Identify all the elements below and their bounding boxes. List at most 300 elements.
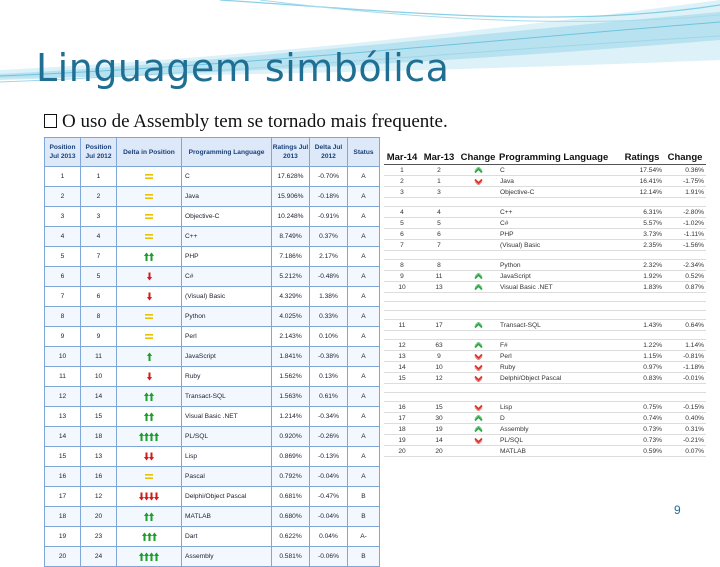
status-value: A bbox=[348, 367, 380, 387]
language-name: JavaScript bbox=[498, 271, 620, 282]
position-2012: 8 bbox=[81, 307, 117, 327]
spacer-cell bbox=[664, 198, 706, 207]
rating-change: -1.02% bbox=[664, 218, 706, 229]
delta-position-cell bbox=[117, 167, 182, 187]
chevron-down-icon bbox=[460, 437, 496, 444]
change-direction-cell bbox=[458, 165, 498, 176]
rating-value: 0.681% bbox=[272, 487, 310, 507]
rating-value: 17.54% bbox=[620, 165, 664, 176]
rank-mar-2013: 3 bbox=[420, 187, 458, 198]
language-name: D bbox=[498, 413, 620, 424]
table-row bbox=[384, 320, 706, 331]
position-2012: 5 bbox=[81, 267, 117, 287]
table-row bbox=[384, 435, 706, 446]
language-name: Lisp bbox=[182, 447, 272, 467]
rating-change: -1.11% bbox=[664, 229, 706, 240]
column-header: Ratings bbox=[620, 151, 664, 165]
down-arrow-icon bbox=[117, 372, 181, 381]
rating-change: 0.31% bbox=[664, 424, 706, 435]
spacer-cell bbox=[498, 198, 620, 207]
rating-value: 2.35% bbox=[620, 240, 664, 251]
rating-value: 7.186% bbox=[272, 247, 310, 267]
chevron-up-icon bbox=[460, 415, 496, 422]
spacer-row bbox=[384, 198, 706, 207]
status-value: B bbox=[348, 547, 380, 567]
spacer-cell bbox=[620, 311, 664, 320]
delta-position-cell bbox=[117, 507, 182, 527]
spacer-cell bbox=[458, 384, 498, 393]
up-arrow-icon bbox=[117, 432, 181, 441]
table-row bbox=[45, 387, 380, 407]
status-value: A bbox=[348, 167, 380, 187]
chevron-down-icon bbox=[460, 404, 496, 411]
position-2012: 18 bbox=[81, 427, 117, 447]
spacer-cell bbox=[384, 311, 420, 320]
down-arrow-icon bbox=[117, 292, 181, 301]
spacer-cell bbox=[384, 331, 420, 340]
change-direction-cell bbox=[458, 373, 498, 384]
rating-value: 0.622% bbox=[272, 527, 310, 547]
language-name: C# bbox=[498, 218, 620, 229]
table-row bbox=[384, 282, 706, 293]
language-name: C++ bbox=[182, 227, 272, 247]
spacer-cell bbox=[420, 198, 458, 207]
table-body bbox=[45, 167, 380, 567]
column-header: Status bbox=[348, 138, 380, 167]
chevron-down-icon bbox=[460, 375, 496, 382]
change-direction-cell bbox=[458, 424, 498, 435]
spacer-cell bbox=[458, 331, 498, 340]
status-value: A bbox=[348, 227, 380, 247]
status-value: A- bbox=[348, 527, 380, 547]
table-row bbox=[384, 446, 706, 457]
table-row bbox=[45, 347, 380, 367]
equals-icon bbox=[117, 172, 181, 181]
rank-mar-2013: 9 bbox=[420, 351, 458, 362]
table-row bbox=[45, 407, 380, 427]
rank-mar-2014: 14 bbox=[384, 362, 420, 373]
rank-mar-2013: 17 bbox=[420, 320, 458, 331]
table-row bbox=[384, 424, 706, 435]
rating-value: 1.22% bbox=[620, 340, 664, 351]
rating-change: 0.04% bbox=[310, 527, 348, 547]
rank-mar-2014: 17 bbox=[384, 413, 420, 424]
table-row bbox=[384, 229, 706, 240]
rating-value: 0.75% bbox=[620, 402, 664, 413]
table-row bbox=[384, 165, 706, 176]
spacer-row bbox=[384, 293, 706, 302]
rating-change: 1.14% bbox=[664, 340, 706, 351]
delta-position-cell bbox=[117, 447, 182, 467]
rating-change: 0.33% bbox=[310, 307, 348, 327]
delta-position-cell bbox=[117, 527, 182, 547]
page-number: 9 bbox=[674, 503, 681, 517]
spacer-cell bbox=[620, 393, 664, 402]
rating-change: 1.91% bbox=[664, 187, 706, 198]
status-value: A bbox=[348, 387, 380, 407]
rating-value: 2.143% bbox=[272, 327, 310, 347]
language-name: Pascal bbox=[182, 467, 272, 487]
position-2013: 2 bbox=[45, 187, 81, 207]
slide-title: Linguagem simbólica bbox=[36, 46, 450, 90]
language-name: Transact-SQL bbox=[182, 387, 272, 407]
table-row bbox=[45, 487, 380, 507]
chevron-up-icon bbox=[460, 273, 496, 280]
rating-change: 2.17% bbox=[310, 247, 348, 267]
column-header: Mar-13 bbox=[420, 151, 458, 165]
rating-change: -0.38% bbox=[310, 347, 348, 367]
spacer-cell bbox=[620, 293, 664, 302]
bullet-square-icon bbox=[44, 114, 57, 128]
rank-mar-2014: 2 bbox=[384, 176, 420, 187]
spacer-cell bbox=[420, 311, 458, 320]
spacer-cell bbox=[498, 251, 620, 260]
rank-mar-2013: 19 bbox=[420, 424, 458, 435]
table-row bbox=[384, 351, 706, 362]
delta-position-cell bbox=[117, 227, 182, 247]
status-value: A bbox=[348, 407, 380, 427]
rating-value: 0.869% bbox=[272, 447, 310, 467]
position-2012: 24 bbox=[81, 547, 117, 567]
language-name: Perl bbox=[182, 327, 272, 347]
language-name: Objective-C bbox=[498, 187, 620, 198]
bullet-text bbox=[44, 111, 448, 133]
rank-mar-2013: 4 bbox=[420, 207, 458, 218]
equals-icon bbox=[117, 332, 181, 341]
rating-value: 6.31% bbox=[620, 207, 664, 218]
rank-mar-2014: 11 bbox=[384, 320, 420, 331]
rank-mar-2014: 18 bbox=[384, 424, 420, 435]
rank-mar-2014: 4 bbox=[384, 207, 420, 218]
rank-mar-2014: 9 bbox=[384, 271, 420, 282]
column-header: Position Jul 2012 bbox=[81, 138, 117, 167]
position-2012: 1 bbox=[81, 167, 117, 187]
column-header: Ratings Jul 2013 bbox=[272, 138, 310, 167]
position-2013: 7 bbox=[45, 287, 81, 307]
spacer-cell bbox=[620, 384, 664, 393]
rating-change: 0.87% bbox=[664, 282, 706, 293]
position-2012: 10 bbox=[81, 367, 117, 387]
rating-change: -0.26% bbox=[310, 427, 348, 447]
rank-mar-2013: 20 bbox=[420, 446, 458, 457]
language-name: Delphi/Object Pascal bbox=[498, 373, 620, 384]
rating-change: -0.91% bbox=[310, 207, 348, 227]
table-row bbox=[45, 227, 380, 247]
spacer-cell bbox=[420, 384, 458, 393]
equals-icon bbox=[117, 472, 181, 481]
table-row bbox=[45, 327, 380, 347]
language-name: Python bbox=[182, 307, 272, 327]
rating-value: 3.73% bbox=[620, 229, 664, 240]
language-name: MATLAB bbox=[182, 507, 272, 527]
position-2013: 15 bbox=[45, 447, 81, 467]
rating-change: -0.04% bbox=[310, 467, 348, 487]
language-name: F# bbox=[498, 340, 620, 351]
rating-value: 0.73% bbox=[620, 424, 664, 435]
change-direction-cell bbox=[458, 282, 498, 293]
rating-value: 0.920% bbox=[272, 427, 310, 447]
status-value: A bbox=[348, 307, 380, 327]
rating-change: -2.80% bbox=[664, 207, 706, 218]
language-name: (Visual) Basic bbox=[182, 287, 272, 307]
spacer-cell bbox=[458, 302, 498, 311]
position-2013: 14 bbox=[45, 427, 81, 447]
table-header-row bbox=[45, 138, 380, 167]
change-direction-cell bbox=[458, 340, 498, 351]
rating-change: -1.75% bbox=[664, 176, 706, 187]
position-2013: 8 bbox=[45, 307, 81, 327]
status-value: B bbox=[348, 487, 380, 507]
rating-value: 12.14% bbox=[620, 187, 664, 198]
rank-mar-2013: 14 bbox=[420, 435, 458, 446]
spacer-cell bbox=[664, 293, 706, 302]
rating-change: 0.07% bbox=[664, 446, 706, 457]
position-2013: 4 bbox=[45, 227, 81, 247]
change-direction-cell bbox=[458, 446, 498, 457]
language-name: Assembly bbox=[498, 424, 620, 435]
delta-position-cell bbox=[117, 347, 182, 367]
language-name: JavaScript bbox=[182, 347, 272, 367]
column-header: Delta Jul 2012 bbox=[310, 138, 348, 167]
rating-value: 0.581% bbox=[272, 547, 310, 567]
rank-mar-2013: 1 bbox=[420, 176, 458, 187]
rank-mar-2014: 6 bbox=[384, 229, 420, 240]
language-name: Transact-SQL bbox=[498, 320, 620, 331]
rating-value: 1.15% bbox=[620, 351, 664, 362]
up-arrow-icon bbox=[117, 352, 181, 361]
rating-change: -0.01% bbox=[664, 373, 706, 384]
position-2013: 16 bbox=[45, 467, 81, 487]
rank-mar-2013: 7 bbox=[420, 240, 458, 251]
rank-mar-2014: 3 bbox=[384, 187, 420, 198]
chevron-up-icon bbox=[460, 426, 496, 433]
rank-mar-2014: 20 bbox=[384, 446, 420, 457]
status-value: A bbox=[348, 187, 380, 207]
spacer-row bbox=[384, 311, 706, 320]
table-body bbox=[384, 165, 706, 457]
status-value: B bbox=[348, 507, 380, 527]
language-name: C bbox=[182, 167, 272, 187]
delta-position-cell bbox=[117, 487, 182, 507]
column-header: Change bbox=[664, 151, 706, 165]
column-header: Change bbox=[458, 151, 498, 165]
rating-value: 0.74% bbox=[620, 413, 664, 424]
chevron-down-icon bbox=[460, 178, 496, 185]
position-2013: 11 bbox=[45, 367, 81, 387]
rank-mar-2014: 16 bbox=[384, 402, 420, 413]
rating-change: -0.47% bbox=[310, 487, 348, 507]
position-2012: 11 bbox=[81, 347, 117, 367]
spacer-cell bbox=[458, 393, 498, 402]
status-value: A bbox=[348, 347, 380, 367]
rating-value: 1.563% bbox=[272, 387, 310, 407]
spacer-cell bbox=[498, 293, 620, 302]
table-row bbox=[384, 260, 706, 271]
table-row bbox=[384, 373, 706, 384]
spacer-row bbox=[384, 393, 706, 402]
chevron-down-icon bbox=[460, 364, 496, 371]
table-row bbox=[45, 527, 380, 547]
delta-position-cell bbox=[117, 247, 182, 267]
change-direction-cell bbox=[458, 271, 498, 282]
spacer-cell bbox=[420, 293, 458, 302]
position-2013: 6 bbox=[45, 267, 81, 287]
column-header: Programming Language bbox=[498, 151, 620, 165]
spacer-cell bbox=[664, 251, 706, 260]
spacer-cell bbox=[620, 331, 664, 340]
rating-change: 0.61% bbox=[310, 387, 348, 407]
rating-value: 1.214% bbox=[272, 407, 310, 427]
spacer-cell bbox=[420, 393, 458, 402]
rating-change: 0.13% bbox=[310, 367, 348, 387]
table-row bbox=[45, 447, 380, 467]
spacer-cell bbox=[384, 293, 420, 302]
delta-position-cell bbox=[117, 367, 182, 387]
chevron-up-icon bbox=[460, 284, 496, 291]
position-2012: 20 bbox=[81, 507, 117, 527]
rating-value: 4.329% bbox=[272, 287, 310, 307]
language-name: PL/SQL bbox=[498, 435, 620, 446]
up-arrow-icon bbox=[117, 512, 181, 521]
column-header: Programming Language bbox=[182, 138, 272, 167]
delta-position-cell bbox=[117, 407, 182, 427]
table-row bbox=[45, 307, 380, 327]
down-arrow-icon bbox=[117, 452, 181, 461]
rating-value: 0.97% bbox=[620, 362, 664, 373]
rank-mar-2013: 15 bbox=[420, 402, 458, 413]
language-name: Ruby bbox=[182, 367, 272, 387]
equals-icon bbox=[117, 192, 181, 201]
position-2012: 13 bbox=[81, 447, 117, 467]
table-row bbox=[384, 413, 706, 424]
rank-mar-2013: 12 bbox=[420, 373, 458, 384]
table-row bbox=[45, 547, 380, 567]
change-direction-cell bbox=[458, 207, 498, 218]
spacer-cell bbox=[620, 198, 664, 207]
table-row bbox=[45, 467, 380, 487]
delta-position-cell bbox=[117, 547, 182, 567]
spacer-row bbox=[384, 251, 706, 260]
language-name: C# bbox=[182, 267, 272, 287]
rating-change: 0.36% bbox=[664, 165, 706, 176]
table-row bbox=[384, 187, 706, 198]
spacer-cell bbox=[664, 302, 706, 311]
spacer-cell bbox=[420, 302, 458, 311]
down-arrow-icon bbox=[117, 492, 181, 501]
table-row bbox=[45, 427, 380, 447]
spacer-cell bbox=[498, 302, 620, 311]
table-row bbox=[45, 367, 380, 387]
delta-position-cell bbox=[117, 187, 182, 207]
language-name: Ruby bbox=[498, 362, 620, 373]
up-arrow-icon bbox=[117, 552, 181, 561]
change-direction-cell bbox=[458, 218, 498, 229]
status-value: A bbox=[348, 207, 380, 227]
rating-value: 8.749% bbox=[272, 227, 310, 247]
status-value: A bbox=[348, 427, 380, 447]
rating-change: -0.48% bbox=[310, 267, 348, 287]
table-row bbox=[384, 207, 706, 218]
down-arrow-icon bbox=[117, 272, 181, 281]
change-direction-cell bbox=[458, 240, 498, 251]
spacer-row bbox=[384, 302, 706, 311]
rating-value: 1.83% bbox=[620, 282, 664, 293]
language-name: PHP bbox=[498, 229, 620, 240]
equals-icon bbox=[117, 212, 181, 221]
change-direction-cell bbox=[458, 362, 498, 373]
spacer-cell bbox=[384, 393, 420, 402]
table-row bbox=[384, 340, 706, 351]
language-name: Lisp bbox=[498, 402, 620, 413]
rating-change: -1.56% bbox=[664, 240, 706, 251]
position-2013: 5 bbox=[45, 247, 81, 267]
spacer-cell bbox=[664, 384, 706, 393]
change-direction-cell bbox=[458, 187, 498, 198]
rating-change: -0.70% bbox=[310, 167, 348, 187]
position-2013: 9 bbox=[45, 327, 81, 347]
chevron-up-icon bbox=[460, 167, 496, 174]
language-name: C++ bbox=[498, 207, 620, 218]
table-row bbox=[384, 271, 706, 282]
equals-icon bbox=[117, 232, 181, 241]
position-2012: 7 bbox=[81, 247, 117, 267]
rating-change: -0.13% bbox=[310, 447, 348, 467]
rank-mar-2014: 1 bbox=[384, 165, 420, 176]
rating-change: 1.38% bbox=[310, 287, 348, 307]
table-row bbox=[384, 218, 706, 229]
rating-value: 1.92% bbox=[620, 271, 664, 282]
rating-change: -0.15% bbox=[664, 402, 706, 413]
rank-mar-2014: 19 bbox=[384, 435, 420, 446]
column-header: Position Jul 2013 bbox=[45, 138, 81, 167]
chevron-up-icon bbox=[460, 342, 496, 349]
spacer-cell bbox=[498, 393, 620, 402]
rating-change: -0.81% bbox=[664, 351, 706, 362]
rating-value: 0.680% bbox=[272, 507, 310, 527]
table-row bbox=[45, 267, 380, 287]
delta-position-cell bbox=[117, 427, 182, 447]
language-name: Objective-C bbox=[182, 207, 272, 227]
spacer-cell bbox=[420, 331, 458, 340]
change-direction-cell bbox=[458, 413, 498, 424]
equals-icon bbox=[117, 312, 181, 321]
chevron-up-icon bbox=[460, 322, 496, 329]
delta-position-cell bbox=[117, 287, 182, 307]
spacer-cell bbox=[664, 331, 706, 340]
position-2012: 14 bbox=[81, 387, 117, 407]
rating-value: 15.906% bbox=[272, 187, 310, 207]
table-row bbox=[384, 176, 706, 187]
up-arrow-icon bbox=[117, 252, 181, 261]
spacer-cell bbox=[498, 311, 620, 320]
language-name: Perl bbox=[498, 351, 620, 362]
up-arrow-icon bbox=[117, 392, 181, 401]
rank-mar-2014: 13 bbox=[384, 351, 420, 362]
delta-position-cell bbox=[117, 327, 182, 347]
rating-change: -0.18% bbox=[310, 187, 348, 207]
rating-value: 1.562% bbox=[272, 367, 310, 387]
change-direction-cell bbox=[458, 402, 498, 413]
rank-mar-2014: 7 bbox=[384, 240, 420, 251]
rating-change: 0.40% bbox=[664, 413, 706, 424]
spacer-row bbox=[384, 331, 706, 340]
rating-value: 2.32% bbox=[620, 260, 664, 271]
position-2013: 1 bbox=[45, 167, 81, 187]
language-name: Assembly bbox=[182, 547, 272, 567]
rank-mar-2013: 63 bbox=[420, 340, 458, 351]
spacer-cell bbox=[498, 331, 620, 340]
language-name: C bbox=[498, 165, 620, 176]
